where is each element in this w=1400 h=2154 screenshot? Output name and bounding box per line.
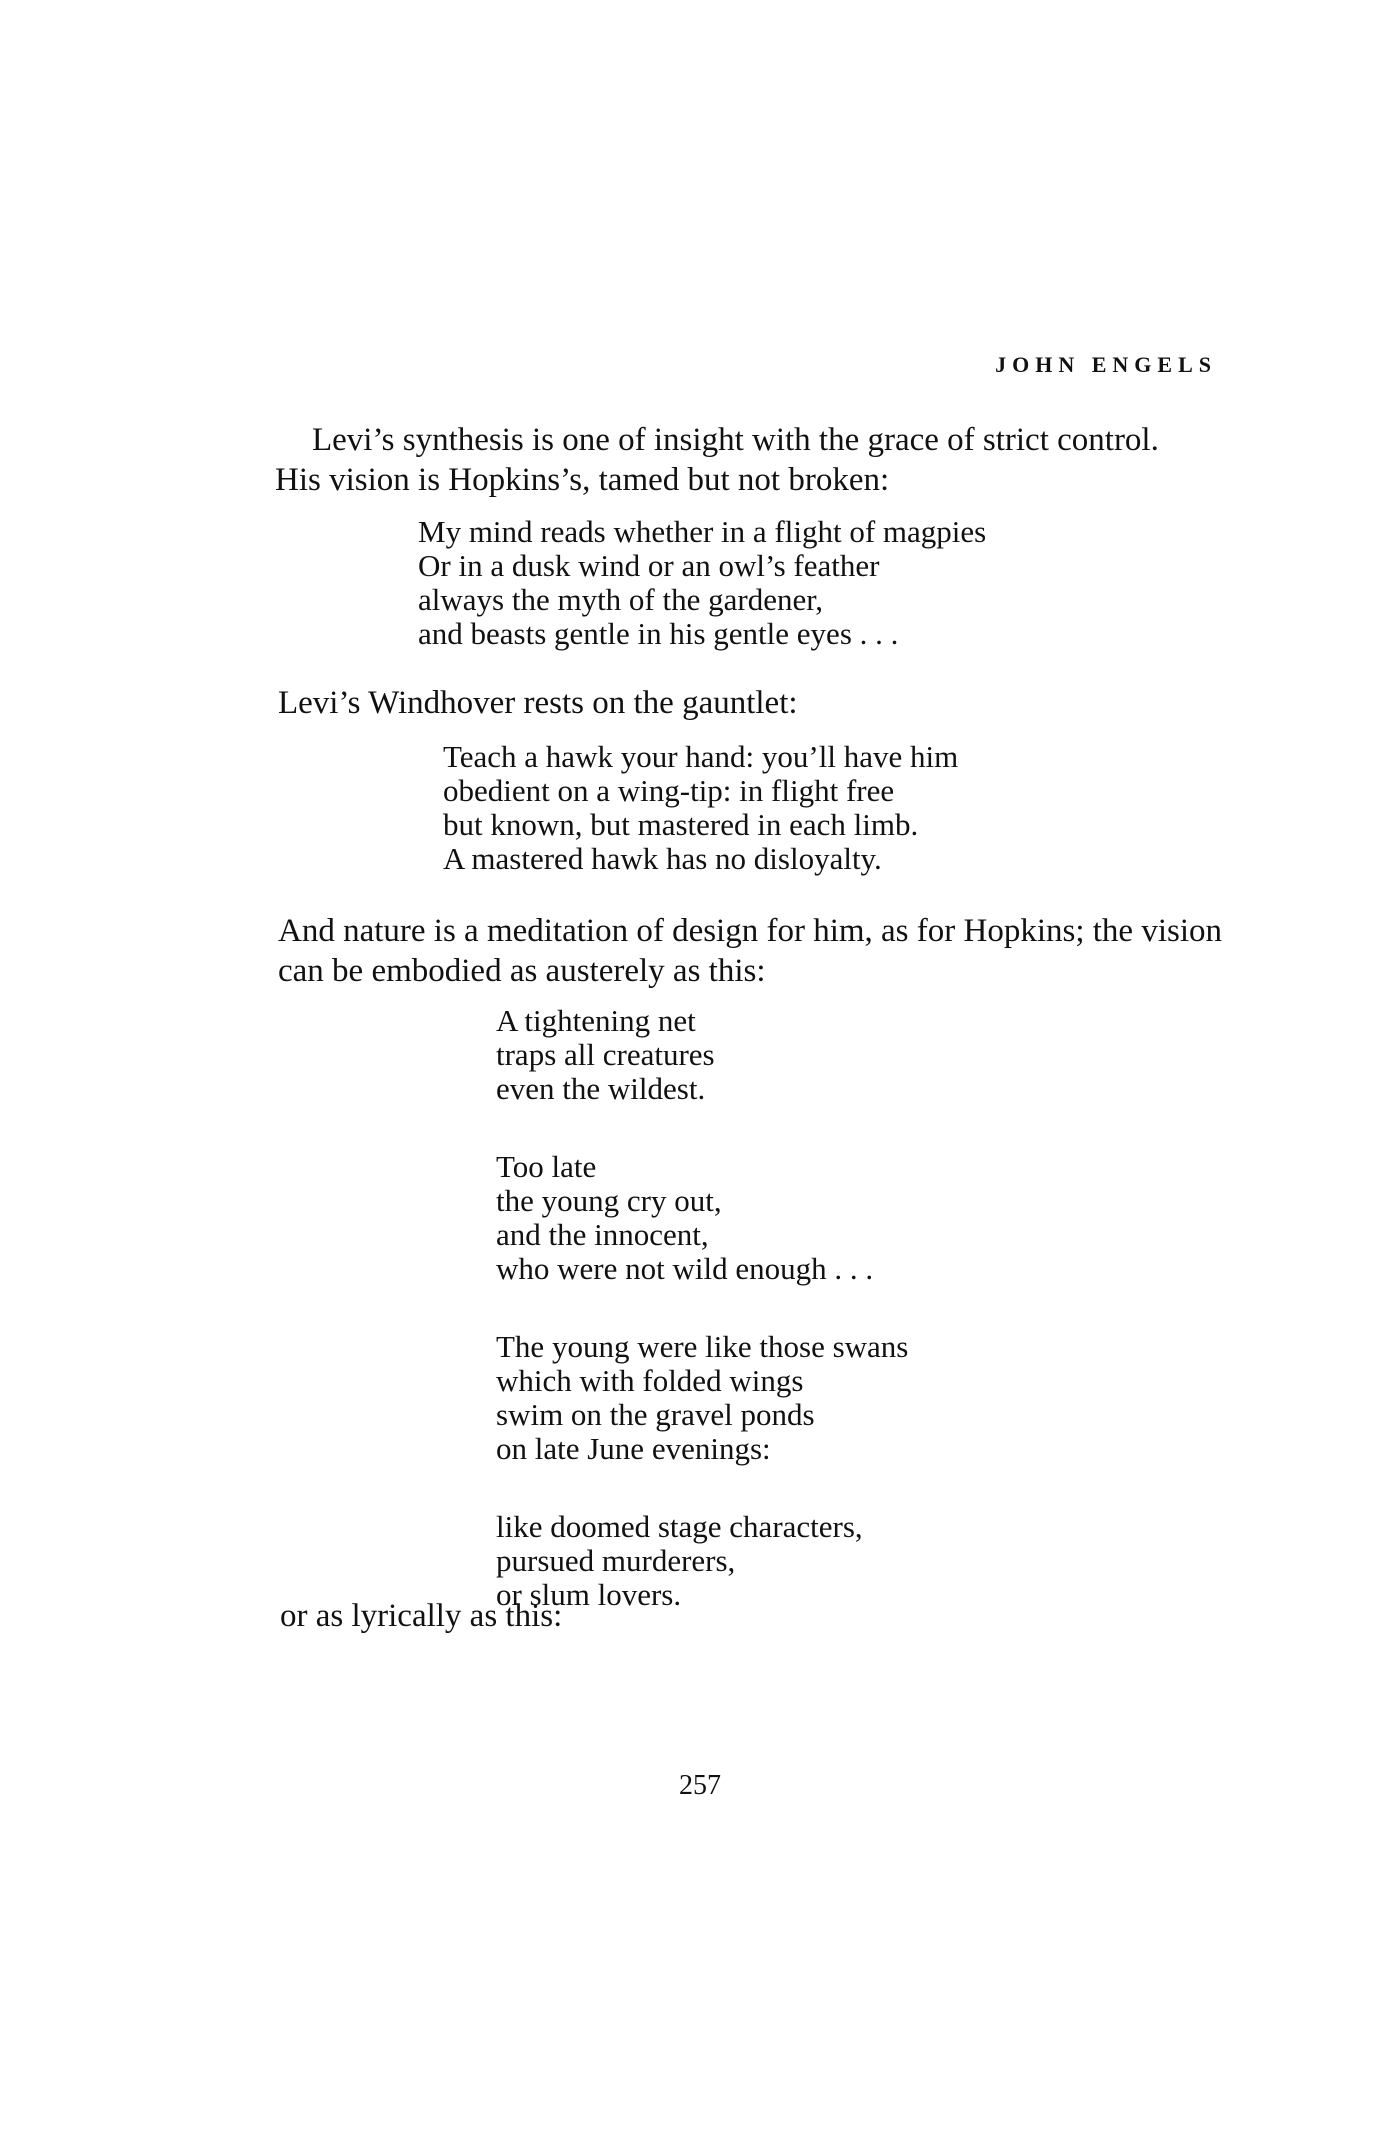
verse-line: Or in a dusk wind or an owl’s feather bbox=[418, 548, 880, 583]
verse-line: A tightening net bbox=[496, 1003, 696, 1038]
verse-line: but known, but mastered in each limb. bbox=[443, 807, 919, 842]
paragraph-2 bbox=[278, 683, 798, 723]
verse-line: My mind reads whether in a flight of magpies bbox=[418, 514, 987, 549]
verse-line: or slum lovers. bbox=[496, 1577, 682, 1612]
verse-line: swim on the gravel ponds bbox=[496, 1397, 815, 1432]
verse-line: and the innocent, bbox=[496, 1217, 709, 1252]
verse-line: pursued murderers, bbox=[496, 1543, 736, 1578]
stanza-1 bbox=[496, 1004, 908, 1106]
text-line: can be embodied as austerely as this: bbox=[278, 953, 766, 989]
verse-line: Teach a hawk your hand: you’ll have him bbox=[443, 739, 959, 774]
paragraph-1 bbox=[275, 420, 1159, 500]
text-line: Levi’s synthesis is one of insight with the grace of strict control. bbox=[312, 422, 1159, 458]
stanza-2 bbox=[496, 1150, 908, 1286]
page-number: 257 bbox=[679, 1770, 721, 1801]
verse-line: and beasts gentle in his gentle eyes . . . bbox=[418, 616, 899, 651]
verse-line: Too late bbox=[496, 1149, 597, 1184]
verse-line: which with folded wings bbox=[496, 1363, 804, 1398]
verse-quote-2 bbox=[443, 740, 958, 876]
text-line: Levi’s Windhover rests on the gauntlet: bbox=[278, 685, 798, 721]
verse-line: A mastered hawk has no disloyalty. bbox=[443, 841, 882, 876]
verse-quote-1 bbox=[418, 515, 986, 651]
verse-line: The young were like those swans bbox=[496, 1329, 909, 1364]
running-head: JOHN ENGELS bbox=[995, 352, 1217, 377]
verse-line: obedient on a wing-tip: in flight free bbox=[443, 773, 895, 808]
verse-line: always the myth of the gardener, bbox=[418, 582, 824, 617]
paragraph-3 bbox=[278, 911, 1222, 991]
text-line: His vision is Hopkins’s, tamed but not broken: bbox=[275, 462, 890, 498]
text-line: or as lyrically as this: bbox=[280, 1598, 563, 1634]
text-line: And nature is a meditation of design for him, as for Hopkins; the vision bbox=[278, 913, 1223, 949]
verse-line: the young cry out, bbox=[496, 1183, 722, 1218]
verse-line: on late June evenings: bbox=[496, 1431, 771, 1466]
verse-line: like doomed stage characters, bbox=[496, 1509, 863, 1544]
stanza-3 bbox=[496, 1330, 908, 1466]
paragraph-4 bbox=[280, 1596, 562, 1636]
verse-line: traps all creatures bbox=[496, 1037, 715, 1072]
verse-quote-3 bbox=[496, 1004, 908, 1612]
verse-line: who were not wild enough . . . bbox=[496, 1251, 874, 1286]
verse-line: even the wildest. bbox=[496, 1071, 706, 1106]
